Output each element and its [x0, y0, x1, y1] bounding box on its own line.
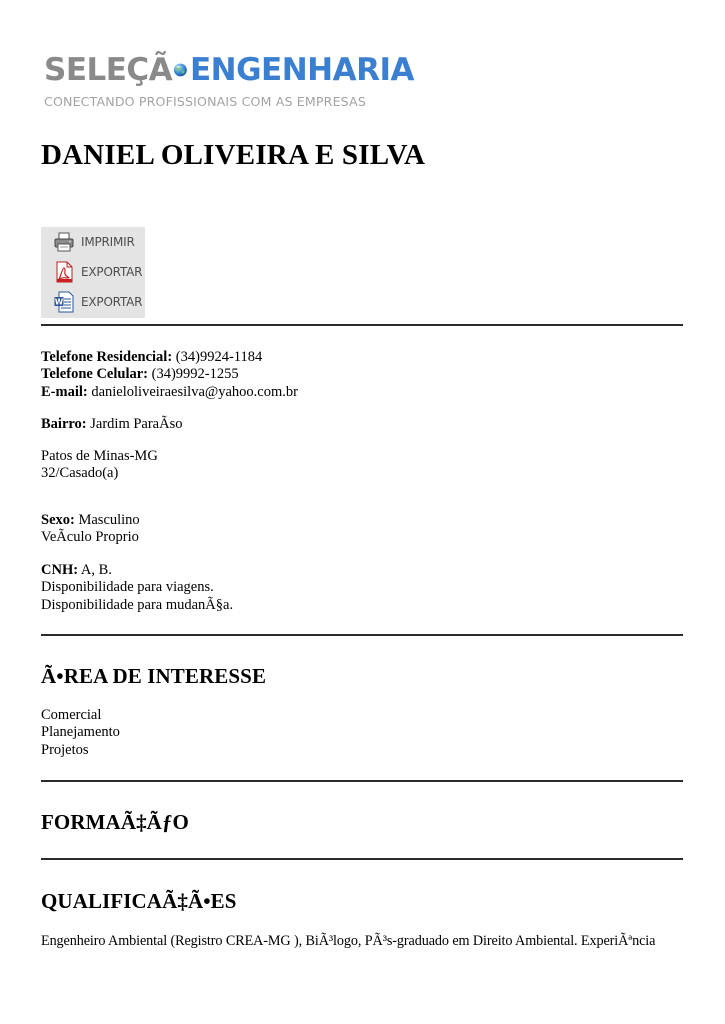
home-phone-value: (34)9924-1184: [175, 349, 263, 365]
export-word-label: EXPORTAR: [81, 295, 143, 309]
print-button[interactable]: [41, 227, 145, 257]
cnh-label: CNH:: [41, 562, 79, 578]
travel-line: Disponibilidade para viagens.: [41, 579, 214, 596]
logo-word-selecao: SELEÇÃ: [44, 52, 173, 88]
neighborhood-value: Jardim ParaÃso: [90, 416, 183, 432]
neighborhood-line: [41, 416, 182, 433]
svg-text:W: W: [54, 297, 64, 307]
qualifications-text: Engenheiro Ambiental (Registro CREA-MG ), BiÃ³logo, PÃ³s-graduado em Direito Ambiental. ExperiÃªncia: [41, 933, 656, 949]
cnh-availability-info: [41, 562, 233, 614]
divider: [41, 780, 683, 782]
sex-vehicle-info: [41, 512, 140, 547]
divider: [41, 858, 683, 860]
globe-icon: [173, 55, 188, 85]
logo-word-engenharia: ENGENHARIA: [189, 52, 414, 88]
print-label: IMPRIMIR: [81, 235, 135, 249]
neighborhood-label: Bairro:: [41, 416, 87, 432]
relocation-line: Disponibilidade para mudanÃ§a.: [41, 596, 234, 613]
divider: [41, 324, 683, 326]
list-item: Projetos: [41, 741, 89, 758]
cell-phone-label: Telefone Celular:: [41, 366, 148, 383]
contact-info: [41, 349, 298, 401]
home-phone-line: [41, 349, 298, 366]
printer-icon: [53, 230, 75, 254]
sex-value: Masculino: [78, 512, 140, 528]
divider: [41, 634, 683, 636]
export-pdf-button[interactable]: [41, 257, 145, 287]
cell-phone-line: [41, 366, 298, 383]
email-line: [41, 384, 298, 401]
cnh-value: A, B.: [80, 562, 112, 578]
interest-heading: Ã•REA DE INTERESSE: [41, 664, 267, 688]
list-item: Comercial: [41, 707, 102, 723]
logo-wordmark: [44, 50, 414, 90]
sex-label: Sexo:: [41, 512, 75, 528]
city-line: Patos de Minas-MG: [41, 448, 158, 464]
email-label: E-mail:: [41, 383, 88, 400]
export-pdf-label: EXPORTAR: [81, 265, 143, 279]
age-status-line: 32/Casado(a): [41, 465, 119, 482]
sex-line: [41, 512, 140, 529]
pdf-icon: [53, 260, 75, 284]
word-icon: [53, 290, 75, 314]
cell-phone-value: (34)9992-1255: [151, 366, 239, 383]
email-value: danieloliveiraesilva@yahoo.com.br: [91, 383, 298, 400]
export-word-button[interactable]: [41, 287, 145, 317]
company-logo: [44, 50, 414, 112]
vehicle-line: VeÃculo Proprio: [41, 529, 139, 546]
interest-list: [41, 707, 120, 759]
home-phone-label: Telefone Residencial:: [41, 349, 173, 365]
location-info: [41, 448, 158, 483]
list-item: Planejamento: [41, 724, 120, 741]
cnh-line: [41, 562, 233, 579]
candidate-name: DANIEL OLIVEIRA E SILVA: [41, 139, 426, 171]
logo-tagline: CONECTANDO PROFISSIONAIS COM AS EMPRESAS: [44, 94, 366, 109]
education-heading: FORMAÃ‡ÃƒO: [41, 810, 189, 834]
qualifications-heading: QUALIFICAÃ‡Ã•ES: [41, 889, 237, 913]
action-panel: [41, 227, 145, 318]
